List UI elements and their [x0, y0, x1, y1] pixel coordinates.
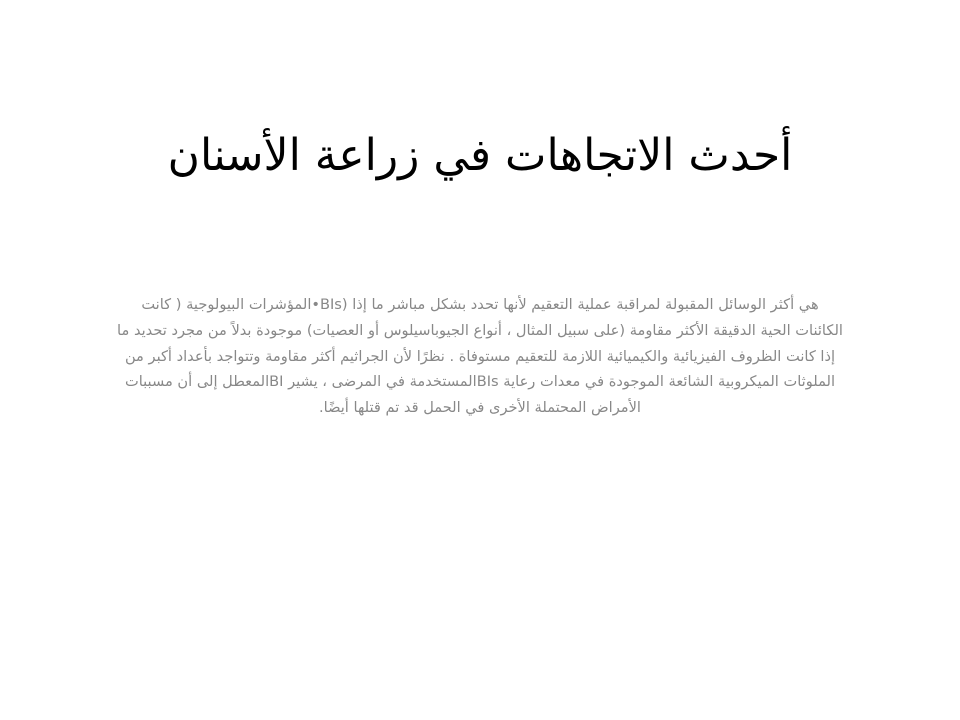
slide-title: أحدث الاتجاهات في زراعة الأسنان: [167, 130, 793, 181]
slide-body-text: هي أكثر الوسائل المقبولة لمراقبة عملية التعقيم لأنها تحدد بشكل مباشر ما إذا (BIs•المؤشرات البيولوجية ( كانت الكائنات الحية الدقيقة الأكثر مقاومة (على سبيل المثال ، أنواع الجيوباسيلوس أو العصيات) موجودة بدلاً من مجرد تحديد ما إذا كانت الظروف الفيزيائية والكيميائية اللازمة للتعقيم مستوفاة . نظرًا لأن الجراثيم أكثر مقاومة وتتواجد بأعداد أكبر من الملوثات الميكروبية الشائعة الموجودة في معدات رعاية BIsالمستخدمة في المرضى ، يشير BIالمعطل إلى أن مسببات الأمراض المحتملة الأخرى في الحمل قد تم قتلها أيضًا.: [117, 296, 843, 417]
